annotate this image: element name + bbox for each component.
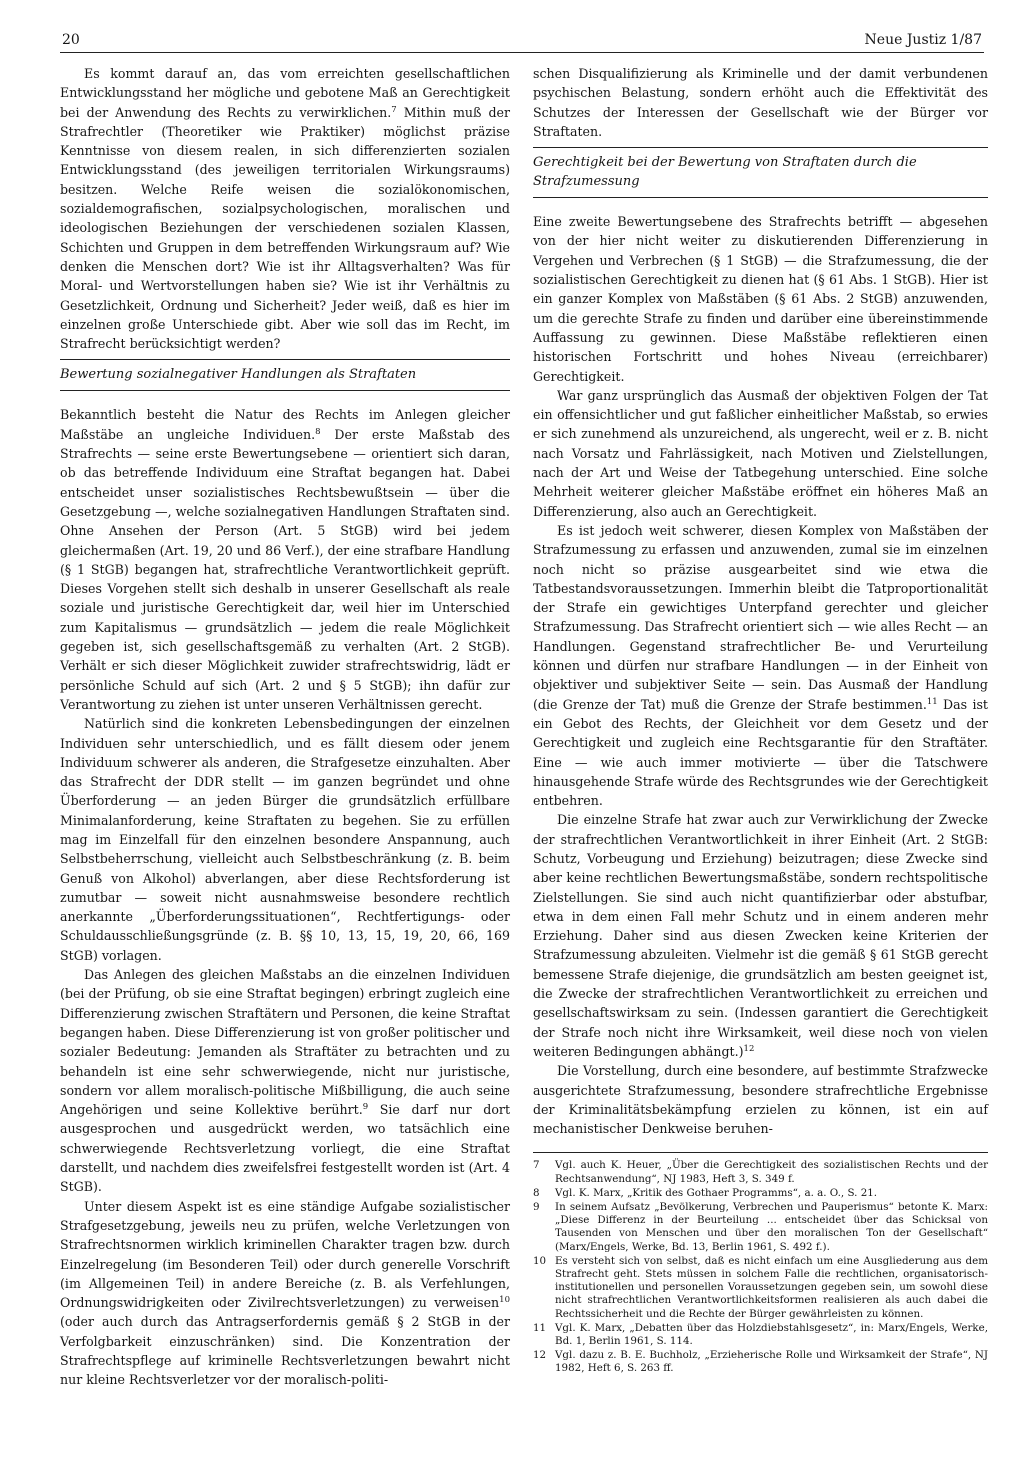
footnote-ref: 10 [499,1295,510,1306]
paragraph: Eine zweite Bewertungsebene des Strafrechts betrifft — abgesehen von der hier nicht weiter zu diskutierenden Differenzierung in Vergehen und Verbrechen (§ 1 StGB) — die Strafzumessung, die der sozialistischen Gerechtigkeit zu dienen hat (§ 61 Abs. 1 StGB). Hier ist ein ganzer Komplex von Maßstäben (§ 61 Abs. 2 StGB) anzuwenden, um die gerechte Strafe zu finden und darüber eine übereinstimmende Auffassung zu gewinnen. Diese Maßstäbe reflektieren einen historischen Fortschritt und hohes Niveau (erreichbarer) Gerechtigkeit. [533,214,988,384]
footnote-ref: 7 [391,104,397,115]
journal-issue: Neue Justiz 1/87 [864,32,982,48]
paragraph: Das Anlegen des gleichen Maßstabs an die einzelnen Individuen (bei der Prüfung, ob sie eine Straftat begingen) erbringt zugleich eine Differenzierung zwischen Straftätern und Personen, die keine Straftat begangen haben. Diese Differenzierung ist von großer politischer und sozialer Bedeutung: Jemanden als Straftäter zu betrachten und zu behandeln ist eine sehr schwerwiegende, nicht nur juristische, sondern vor allem moralisch-politische Mißbilligung, die auch seine Angehörigen und seine Kollektive berührt.$^9$ Sie darf nur dort ausgesprochen und ausgedrückt werden, wo tatsächlich eine schwerwiegende Rechtsverletzung vorliegt, die eine Straftat darstellt, und nachdem dies zweifelsfrei festgestellt worden ist (Art. 4 StGB). [60,967,511,1195]
footnote-ref: 8 [315,426,321,437]
right-column [533,64,988,1377]
footnote [533,1159,988,1185]
footnote [533,1349,988,1375]
footnote [533,1187,988,1200]
footnote [533,1255,988,1321]
paragraph: Die Vorstellung, durch eine besondere, auf bestimmte Strafzwecke ausgerichtete Strafzumessung, besondere strafrechtliche Ergebnisse der Kriminalitätsbekämpfung erzielen zu können, ist ein auf mechanistischer Denkweise beruhen- [533,1063,988,1137]
paragraph: Bekanntlich besteht die Natur des Rechts im Anlegen gleicher Maßstäbe an ungleiche Individuen.$^8$ Der erste Maßstab des Strafrechts — seine erste Bewertungsebene — orientiert sich daran, ob das betreffende Individuum eine Straftat begangen hat. Dabei entscheidet unser sozialistisches Rechtsbewußtsein — über die Gesetzgebung —, welche sozialnegativen Handlungen Straftaten sind. Ohne Ansehen der Person (Art. 5 StGB) wird bei jedem gleichermaßen (Art. 19, 20 und 86 Verf.), der eine strafbare Handlung (§ 1 StGB) begangen hat, strafrechtliche Verantwortlichkeit geprüft. Dieses Vorgehen stellt sich deshalb in unserer Gesellschaft als reale soziale und juristische Gerechtigkeit dar, weil hier im Unterschied zum Kapitalismus — grundsätzlich — jedem die reale Möglichkeit gegeben ist, sich gesellschaftsgemäß zu verhalten (Art. 2 StGB). Verhält er sich dieser Möglichkeit zuwider strafrechtswidrig, lädt er persönliche Schuld auf sich (Art. 2 und § 5 StGB); ihn dafür zur Verantwortung zu ziehen ist unter unseren Verhältnissen gerecht. [60,407,511,712]
left-column [60,64,510,1390]
section-heading: Bewertung sozialnegativer Handlungen als Straftaten [60,359,510,391]
section-heading: Gerechtigkeit bei der Bewertung von Straftaten durch die Strafzumessung [533,147,988,198]
paragraph: Es ist jedoch weit schwerer, diesen Komplex von Maßstäben der Strafzumessung zu erfassen und anzuwenden, zumal sie im einzelnen noch nicht so präzise ausgearbeitet sind wie etwa die Tatbestandsvoraussetzungen. Immerhin bleibt die Tatproportionalität der Strafe ein gewichtiges Unterpfand gerechter und gleicher Strafzumessung. Das Strafrecht orientiert sich — wie alles Recht — an Handlungen. Gegenstand strafrechtlicher Be- und Verurteilung können und dürfen nur strafbare Handlungen — in der Einheit von objektiver und subjektiver Seite — sein. Das Ausmaß der Handlung (die Grenze der Tat) muß die Grenze der Strafe bestimmen.$^{11}$ Das ist ein Gebot des Rechts, der Gleichheit vor dem Gesetz und der Gerechtigkeit und zugleich eine Rechtsgarantie für den Straftäter. Eine — wie auch immer motivierte — über die Tatschwere hinausgehende Strafe würde des Rechtsgrundes wie der Gerechtigkeit entbehren. [533,522,988,809]
footnote-number: 12 [533,1349,547,1362]
footnote [533,1322,988,1348]
paragraph: schen Disqualifizierung als Kriminelle und der damit verbundenen psychischen Belastung, sondern erhöht auch die Effektivität des Schutzes der Interessen der Gesellschaft wie der Bürger vor Straftaten. [533,66,988,139]
footnote-text: Vgl. auch K. Heuer, „Über die Gerechtigkeit des sozialistischen Rechts und der Rechtsanwendung“, NJ 1983, Heft 3, S. 349 f. [555,1159,988,1185]
footnote-text: Es versteht sich von selbst, daß es nicht einfach um eine Ausgliederung aus dem Strafrecht geht. Stets müssen in solchem Falle die rechtlichen, organisatorisch-institutionellen und personellen Voraussetzungen gegeben sein, um sowohl diese nicht strafrechtlichen Verantwortlichkeitsformen realisieren als auch dabei die Rechtssicherheit und die Rechte der Bürger gewährleisten zu können. [555,1254,988,1320]
footnote-number: 10 [533,1254,547,1267]
paragraph: War ganz ursprünglich das Ausmaß der objektiven Folgen der Tat ein offensichtlicher und gut faßlicher einheitlicher Maßstab, so erwies er sich zunehmend als unzureichend, als ungerecht, weil er z. B. nicht nach Vorsatz und Fahrlässigkeit, nach Motiven und Zielstellungen, nach der Art und Weise der Tatbegehung unterschied. Eine solche Mehrheit weiterer gleicher Maßstäbe eröffnet ein höheres Maß an Differenzierung, also auch an Gerechtigkeit. [533,387,988,519]
footnote-ref: 11 [926,696,938,707]
page-header [60,28,984,53]
footnote-number: 7 [533,1159,540,1172]
footnote-number: 9 [533,1201,540,1214]
footnote-text: Vgl. K. Marx, „Debatten über das Holzdiebstahlsgesetz“, in: Marx/Engels, Werke, Bd. 1, Berlin 1961, S. 114. [555,1321,988,1348]
footnote-number: 11 [533,1321,547,1334]
footnote-number: 8 [533,1186,540,1199]
footnote-text: In seinem Aufsatz „Bevölkerung, Verbrechen und Pauperismus“ betonte K. Marx: „Diese Differenz in der Beurteilung ... entscheidet über das Schicksal von Tausenden von Menschen und über den moralischen Ton der Gesellschaft“ (Marx/Engels, Werke, Bd. 13, Berlin 1961, S. 492 f.). [555,1201,988,1253]
footnote-ref: 9 [362,1102,369,1113]
paragraph: Natürlich sind die konkreten Lebensbedingungen der einzelnen Individuen sehr unterschiedlich, und es fällt diesem oder jenem Individuum schwerer als anderen, die Strafgesetze einzuhalten. Aber das Strafrecht der DDR stellt — im ganzen begründet und ohne Überforderung — an jeden Bürger die grundsätzlich erfüllbare Minimalanforderung, keine Straftaten zu begehen. Sie zu erfüllen mag im Einzelfall für den einzelnen besondere Anspannung, auch Selbstbeherrschung, vielleicht auch Selbstbeschränkung (z. B. beim Genuß von Alkohol) abverlangen, aber diese Rechtsforderung ist zumutbar — soweit nicht ausnahmsweise besondere rechtlich anerkannte „Überforderungssituationen“, Rechtfertigungs- oder Schuldausschließungsgründe (z. B. §§ 10, 13, 15, 19, 20, 66, 169 StGB) vorlagen. [60,716,510,963]
footnote-ref: 12 [743,1043,755,1054]
footnotes [533,1152,988,1375]
paragraph: Unter diesem Aspekt ist es eine ständige Aufgabe sozialistischer Strafgesetzgebung, jeweils neu zu prüfen, welche Verletzungen von Strafrechtsnormen wirklich kriminellen Charakter tragen bzw. durch Einzelregelung (im Besonderen Teil) oder durch generelle Vorschrift (im Allgemeinen Teil) in andere Bereiche (z. B. als Verfehlungen, Ordnungswidrigkeiten oder Zivilrechtsverletzungen) zu verweisen$^{10}$ (oder auch durch das Antragserfordernis gemäß § 2 StGB in der Verfolgbarkeit einzuschränken) sind. Die Konzentration der Strafrechtspflege auf kriminelle Rechtsverletzungen bewahrt nicht nur kleine Rechtsverletzer vor der moralisch-politi- [60,1198,510,1388]
paragraph: Die einzelne Strafe hat zwar auch zur Verwirklichung der Zwecke der strafrechtlichen Verantwortlichkeit in ihrer Einheit (Art. 2 StGB: Schutz, Vorbeugung und Erziehung) beizutragen; diese Zwecke sind aber keine rechtlichen Bewertungsmaßstäbe, sondern rechtspolitische Zielstellungen. Sie sind auch nicht quantifizierbar oder abstufbar, etwa in dem einen Fall mehr Schutz und in einem anderen mehr Erziehung. Daher sind aus diesen Zwecken keine Kriterien der Strafzumessung abzuleiten. Vielmehr ist die gemäß § 61 StGB gerecht bemessene Strafe diejenige, die grundsätzlich am besten geeignet ist, die Zwecke der strafrechtlichen Verantwortlichkeit zu erreichen und gesellschaftswirksam zu sein. (Indessen garantiert die Gerechtigkeit der Strafe noch nicht ihre Wirksamkeit, weil diese noch von vielen weiteren Bedingungen abhängt.)$^{12}$ [533,812,988,1059]
page-number: 20 [62,32,80,48]
paragraph: Es kommt darauf an, das vom erreichten gesellschaftlichen Entwicklungsstand her mögliche und gebotene Maß an Gerechtigkeit bei der Anwendung des Rechts zu verwirklichen.$^7$ Mithin muß der Strafrechtler (Theoretiker wie Praktiker) möglichst präzise Kenntnisse von diesem realen, in sich differenzierten sozialen Entwicklungsstand (des jeweiligen territorialen Wirkungsraums) besitzen. Welche Reife weisen die sozialökonomischen, sozialdemografischen, sozialpsychologischen, moralischen und ideologischen Beziehungen der verschiedenen sozialen Klassen, Schichten und Gruppen in dem betreffenden Wirkungsraum auf? Wie denken die Menschen dort? Wie ist ihr Alltagsverhalten? Was für Moral- und Wertvorstellungen haben sie? Wie ist ihr Verhältnis zu Gesetzlichkeit, Ordnung und Sicherheit? Jeder weiß, daß es hier im einzelnen große Unterschiede gibt. Aber wie soll das im Recht, im Strafrecht berücksichtigt werden? [60,66,510,352]
footnote [533,1201,988,1254]
footnote-text: Vgl. dazu z. B. E. Buchholz, „Erzieherische Rolle und Wirksamkeit der Strafe“, NJ 1982, Heft 6, S. 263 ff. [555,1349,988,1375]
footnote-text: Vgl. K. Marx, „Kritik des Gothaer Programms“, a. a. O., S. 21. [555,1186,878,1199]
